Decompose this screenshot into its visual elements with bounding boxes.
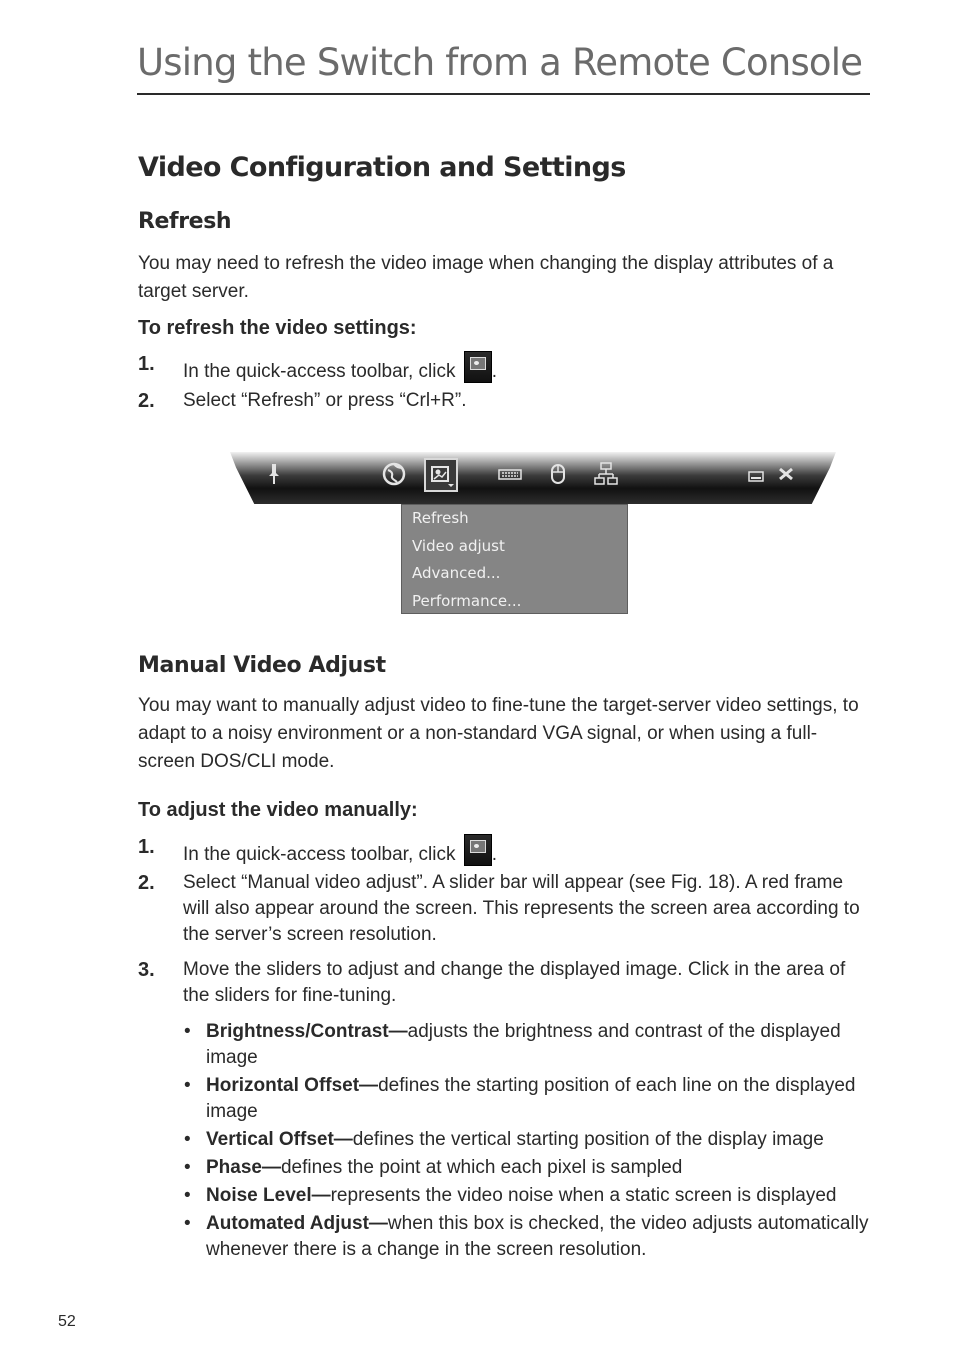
section-title: Video Configuration and Settings	[138, 152, 626, 183]
quick-access-toolbar	[230, 452, 836, 504]
manual-procedure-title: To adjust the video manually:	[138, 799, 418, 821]
list-item: • Automated Adjust—when this box is checked, the video adjusts automatically whenever there is a change in the screen resolution.	[184, 1213, 869, 1260]
minimize-icon[interactable]	[742, 460, 770, 488]
list-item: • Noise Level—represents the video noise when a static screen is displayed	[184, 1185, 837, 1206]
network-icon[interactable]	[592, 460, 620, 488]
bullet-term: Horizontal Offset—	[206, 1075, 379, 1096]
step-text-end: .	[491, 361, 498, 382]
step-text: In the quick-access toolbar, click	[183, 361, 456, 382]
refresh-intro: You may need to refresh the video image when changing the display attributes of a target server.	[138, 253, 834, 302]
close-icon[interactable]	[772, 460, 800, 488]
refresh-step-1	[138, 351, 873, 385]
manual-step-3	[138, 957, 873, 1009]
menu-item-refresh[interactable]: Refresh	[412, 509, 469, 527]
bullet-desc: adjusts the brightness and contrast of the displayed image	[206, 1021, 841, 1068]
bullet-term: Brightness/Contrast—	[206, 1021, 408, 1042]
bullet-term: Noise Level—	[206, 1185, 331, 1206]
step-text: Select “Refresh” or press “Crl+R”.	[183, 390, 467, 411]
refresh-heading: Refresh	[138, 209, 232, 234]
manual-step-1	[138, 834, 873, 868]
list-item: • Brightness/Contrast—adjusts the brightness and contrast of the displayed image	[184, 1021, 841, 1068]
bullet-desc: represents the video noise when a static screen is displayed	[330, 1185, 837, 1206]
bullet-term: Automated Adjust—	[206, 1213, 388, 1234]
refresh-procedure-title: To refresh the video settings:	[138, 317, 417, 339]
step-text: Select “Manual video adjust”. A slider bar will appear (see Fig. 18). A red frame will also appear around the screen. This represents the screen area according to the server’s screen resolution.	[183, 872, 860, 945]
page-number: 52	[58, 1313, 76, 1330]
video-toolbar-icon	[464, 834, 492, 866]
bullet-term: Vertical Offset—	[206, 1129, 353, 1150]
manual-step-2	[138, 870, 873, 948]
pin-icon[interactable]	[260, 460, 288, 488]
step-number: 2.	[138, 390, 155, 412]
step-number: 3.	[138, 959, 155, 981]
bullet-desc: defines the vertical starting position of the display image	[352, 1129, 824, 1150]
step-text: In the quick-access toolbar, click	[183, 844, 456, 865]
manual-intro: You may want to manually adjust video to fine-tune the target-server video settings, to adapt to a noisy environment or a non-standard VGA signal, or when using a full-screen DOS/CLI mode.	[138, 695, 859, 772]
step-number: 2.	[138, 872, 155, 894]
bullet-term: Phase—	[206, 1157, 281, 1178]
refresh-step-2	[138, 388, 873, 414]
slider-options-list	[183, 1019, 873, 1263]
menu-item-advanced[interactable]: Advanced...	[412, 564, 501, 582]
video-dropdown-menu	[401, 504, 628, 614]
globe-icon[interactable]	[380, 460, 408, 488]
menu-item-performance[interactable]: Performance...	[412, 591, 522, 610]
manual-heading: Manual Video Adjust	[138, 653, 386, 678]
list-item: • Horizontal Offset—defines the starting position of each line on the displayed image	[184, 1075, 856, 1122]
step-text-end: .	[491, 844, 498, 865]
chapter-title: Using the Switch from a Remote Console	[137, 41, 863, 84]
toolbar-figure	[230, 450, 836, 618]
bullet-desc: defines the point at which each pixel is sampled	[280, 1157, 683, 1178]
mouse-icon[interactable]	[544, 460, 572, 488]
step-number: 1.	[138, 836, 155, 858]
bullet-desc: when this box is checked, the video adjusts automatically whenever there is a change in the screen resolution.	[206, 1213, 869, 1260]
list-item: • Phase—defines the point at which each pixel is sampled	[184, 1157, 683, 1178]
list-item: • Vertical Offset—defines the vertical starting position of the display image	[184, 1129, 824, 1150]
video-toolbar-icon	[464, 351, 492, 383]
video-icon[interactable]	[424, 458, 458, 492]
header-divider	[137, 93, 870, 95]
menu-item-video-adjust[interactable]: Video adjust	[412, 536, 505, 555]
keyboard-icon[interactable]	[496, 460, 524, 488]
step-number: 1.	[138, 353, 155, 375]
bullet-desc: defines the starting position of each line on the displayed image	[206, 1075, 856, 1122]
step-text: Move the sliders to adjust and change the displayed image. Click in the area of the sliders for fine-tuning.	[183, 959, 846, 1006]
